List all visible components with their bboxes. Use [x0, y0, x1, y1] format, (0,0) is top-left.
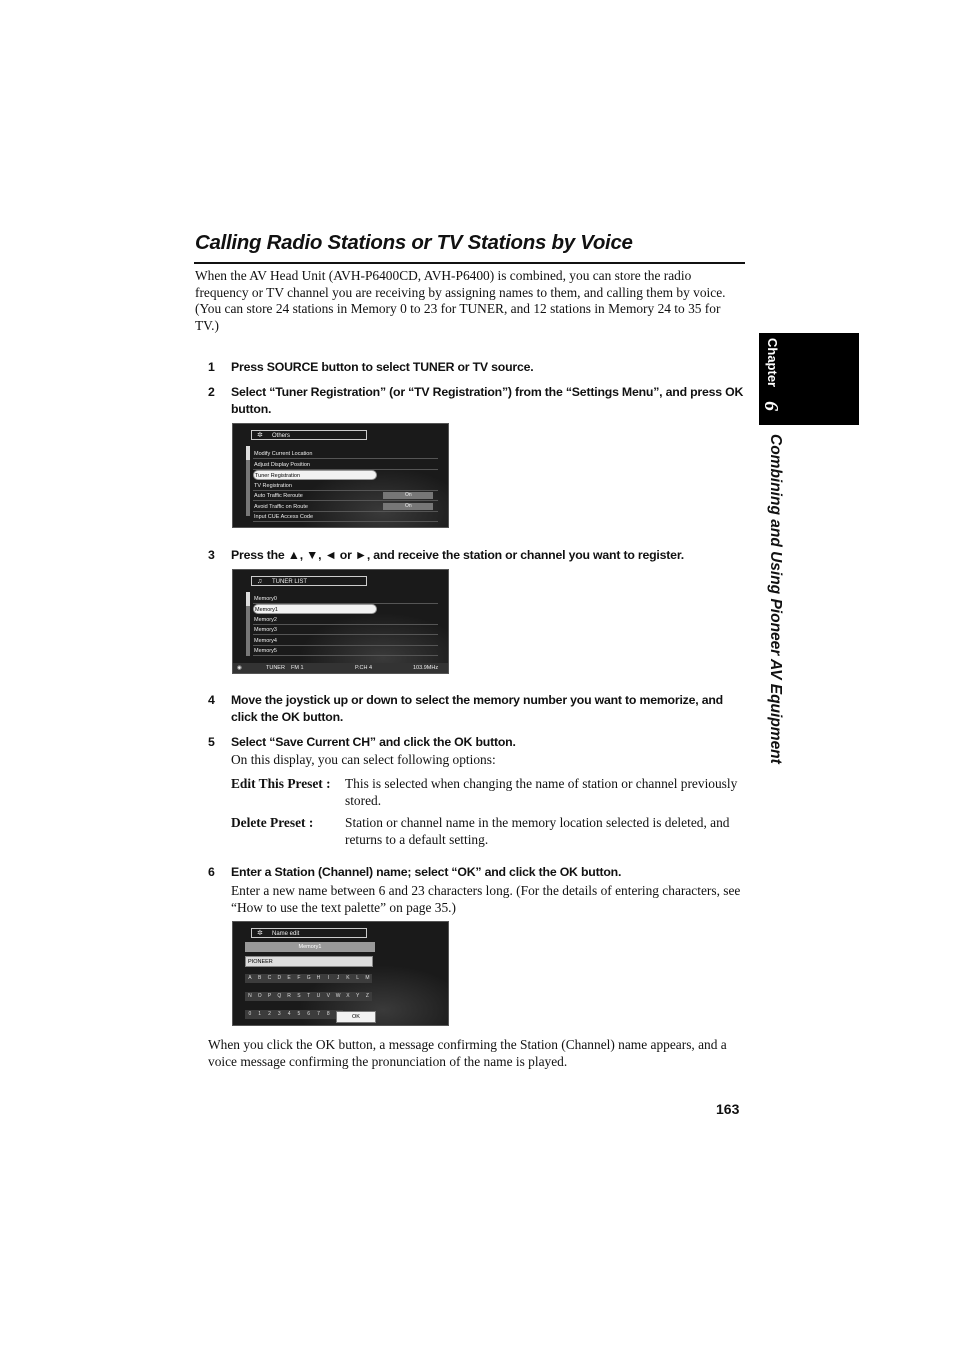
car-icon: ◉	[237, 665, 242, 671]
palette-key[interactable]: N	[245, 992, 255, 1001]
palette-key[interactable]: X	[343, 992, 353, 1001]
palette-key[interactable]: D	[274, 974, 284, 983]
palette-key[interactable]: Y	[353, 992, 363, 1001]
palette-key[interactable]: W	[333, 992, 343, 1001]
option-edit-preset	[231, 775, 745, 809]
palette-key[interactable]: 2	[265, 1010, 275, 1019]
palette-key[interactable]: O	[255, 992, 265, 1001]
palette-key[interactable]: E	[284, 974, 294, 983]
screenshot-name-edit	[232, 921, 449, 1026]
frequency-label: 103.9MHz	[413, 665, 439, 671]
palette-key[interactable]: C	[265, 974, 275, 983]
step-2	[208, 384, 744, 418]
option-term: Delete Preset :	[231, 815, 314, 830]
menu-row[interactable]	[253, 502, 438, 512]
row-label: TV Registration	[254, 483, 292, 489]
scroll-thumb[interactable]	[246, 446, 250, 460]
palette-key[interactable]: L	[353, 974, 363, 983]
row-label: Memory0	[254, 596, 277, 602]
row-label: Memory2	[254, 617, 277, 623]
step-text: Select “Save Current CH” and click the OK button.	[231, 735, 516, 749]
palette-key[interactable]: Q	[274, 992, 284, 1001]
step-5-note: On this display, you can select following options:	[231, 752, 496, 767]
step-5	[208, 734, 744, 751]
palette-key[interactable]: A	[245, 974, 255, 983]
step-3	[208, 547, 744, 564]
screenshot-others-menu	[232, 423, 449, 528]
palette-key[interactable]: 8	[323, 1010, 333, 1019]
palette-key[interactable]: K	[343, 974, 353, 983]
palette-key[interactable]: M	[363, 974, 373, 983]
scrollbar[interactable]	[246, 446, 250, 516]
step-1	[208, 359, 744, 376]
step-number: 6	[208, 865, 215, 879]
closing-paragraph: When you click the OK button, a message confirming the Station (Channel) name appears, and a voice message confirming the pronunciation of the name is played.	[208, 1037, 727, 1069]
step-6	[208, 864, 744, 881]
step-number: 5	[208, 735, 215, 749]
memory-row-selected[interactable]	[253, 604, 377, 614]
source-label: TUNER	[266, 665, 285, 671]
option-term: Edit This Preset :	[231, 776, 331, 791]
page-number: 163	[716, 1101, 740, 1117]
preset-label: P.CH 4	[355, 665, 373, 671]
settings-icon: ✲	[257, 930, 263, 937]
palette-key[interactable]: 5	[294, 1010, 304, 1019]
row-label: Avoid Traffic on Route	[254, 504, 308, 510]
tuner-icon: ♫	[257, 578, 263, 585]
step-text: Move the joystick up or down to select the memory number you want to memorize, and click the OK button.	[231, 693, 723, 724]
row-label: Adjust Display Position	[254, 462, 310, 468]
header-label: Name edit	[272, 931, 300, 937]
header-label: Others	[272, 433, 291, 439]
option-delete-preset	[231, 814, 745, 848]
palette-key[interactable]: T	[304, 992, 314, 1001]
memory-row[interactable]	[253, 625, 438, 635]
palette-key[interactable]: Z	[363, 992, 373, 1001]
screen-header	[251, 576, 367, 586]
screenshot-tuner-list	[232, 569, 449, 674]
scrollbar[interactable]	[246, 592, 250, 656]
intro-paragraph: When the AV Head Unit (AVH-P6400CD, AVH-P6400) is combined, you can store the radio frequency or TV channel you are receiving by assigning names to them, and calling them by voice. (You can store 24 stations in Memory 0 to 23 for TUNER, and 12 stations in Memory 24 to 35 for TV.)	[195, 268, 726, 333]
palette-key[interactable]: H	[314, 974, 324, 983]
step-text: Press the ▲, ▼, ◄ or ►, and receive the station or channel you want to register.	[231, 548, 684, 562]
palette-key[interactable]: P	[265, 992, 275, 1001]
palette-key[interactable]: 4	[284, 1010, 294, 1019]
menu-row[interactable]	[253, 460, 438, 470]
step-text: Press SOURCE button to select TUNER or TV source.	[231, 360, 534, 374]
palette-key[interactable]: 1	[255, 1010, 265, 1019]
palette-key[interactable]: 0	[245, 1010, 255, 1019]
palette-key[interactable]: 7	[314, 1010, 324, 1019]
tuner-status-bar	[233, 663, 448, 673]
row-value: On	[383, 503, 433, 510]
memory-label: Memory1	[245, 942, 375, 952]
row-label: Modify Current Location	[254, 451, 313, 457]
header-label: TUNER LIST	[272, 579, 308, 585]
palette-key[interactable]: I	[323, 974, 333, 983]
memory-row[interactable]	[253, 646, 438, 656]
screen-header	[251, 928, 367, 938]
menu-row[interactable]	[253, 481, 438, 491]
palette-key[interactable]: R	[284, 992, 294, 1001]
palette-key[interactable]: J	[333, 974, 343, 983]
step-number: 4	[208, 693, 215, 707]
title-rule	[194, 262, 745, 264]
row-label: Memory1	[255, 607, 278, 613]
palette-key[interactable]: G	[304, 974, 314, 983]
palette-key[interactable]: 3	[274, 1010, 284, 1019]
palette-key[interactable]: F	[294, 974, 304, 983]
row-label: Auto Traffic Reroute	[254, 493, 303, 499]
row-label: Memory3	[254, 627, 277, 633]
row-label: Input CUE Access Code	[254, 514, 314, 520]
station-name-input[interactable]: PIONEER	[245, 956, 373, 967]
row-label: Memory5	[254, 648, 277, 654]
chapter-label: Chapter	[765, 338, 780, 388]
row-value: On	[383, 492, 433, 499]
menu-row[interactable]	[253, 449, 438, 459]
chapter-number: 6	[760, 401, 782, 411]
memory-row[interactable]	[253, 594, 438, 604]
palette-key[interactable]: B	[255, 974, 265, 983]
scroll-thumb[interactable]	[246, 592, 250, 606]
option-description: This is selected when changing the name of station or channel previously stored.	[345, 776, 738, 808]
palette-key[interactable]: U	[314, 992, 324, 1001]
row-label: Tuner Registration	[255, 473, 301, 479]
band-label: FM 1	[291, 665, 304, 671]
step-number: 1	[208, 360, 215, 374]
palette-key[interactable]: 6	[304, 1010, 314, 1019]
page-title: Calling Radio Stations or TV Stations by Voice	[195, 231, 633, 254]
settings-icon: ✲	[257, 432, 263, 439]
menu-row[interactable]	[253, 512, 438, 522]
palette-key[interactable]: S	[294, 992, 304, 1001]
step-number: 3	[208, 548, 215, 562]
menu-row[interactable]	[253, 491, 438, 501]
step-6-note: Enter a new name between 6 and 23 characters long. (For the details of entering characters, see “How to use the text palette” on page 35.)	[231, 883, 741, 915]
palette-key[interactable]: V	[323, 992, 333, 1001]
step-text: Enter a Station (Channel) name; select “OK” and click the OK button.	[231, 865, 622, 879]
row-label: Memory4	[254, 638, 277, 644]
screen-header	[251, 430, 367, 440]
step-number: 2	[208, 385, 215, 399]
ok-button[interactable]: OK	[336, 1011, 376, 1023]
memory-row[interactable]	[253, 615, 438, 625]
memory-row[interactable]	[253, 636, 438, 646]
chapter-title: Combining and Using Pioneer AV Equipment	[767, 434, 784, 764]
option-description: Station or channel name in the memory location selected is deleted, and returns to a default setting.	[345, 815, 730, 847]
step-4	[208, 692, 744, 726]
step-text: Select “Tuner Registration” (or “TV Registration”) from the “Settings Menu”, and press OK button.	[231, 385, 744, 416]
menu-row-selected[interactable]	[253, 470, 377, 480]
